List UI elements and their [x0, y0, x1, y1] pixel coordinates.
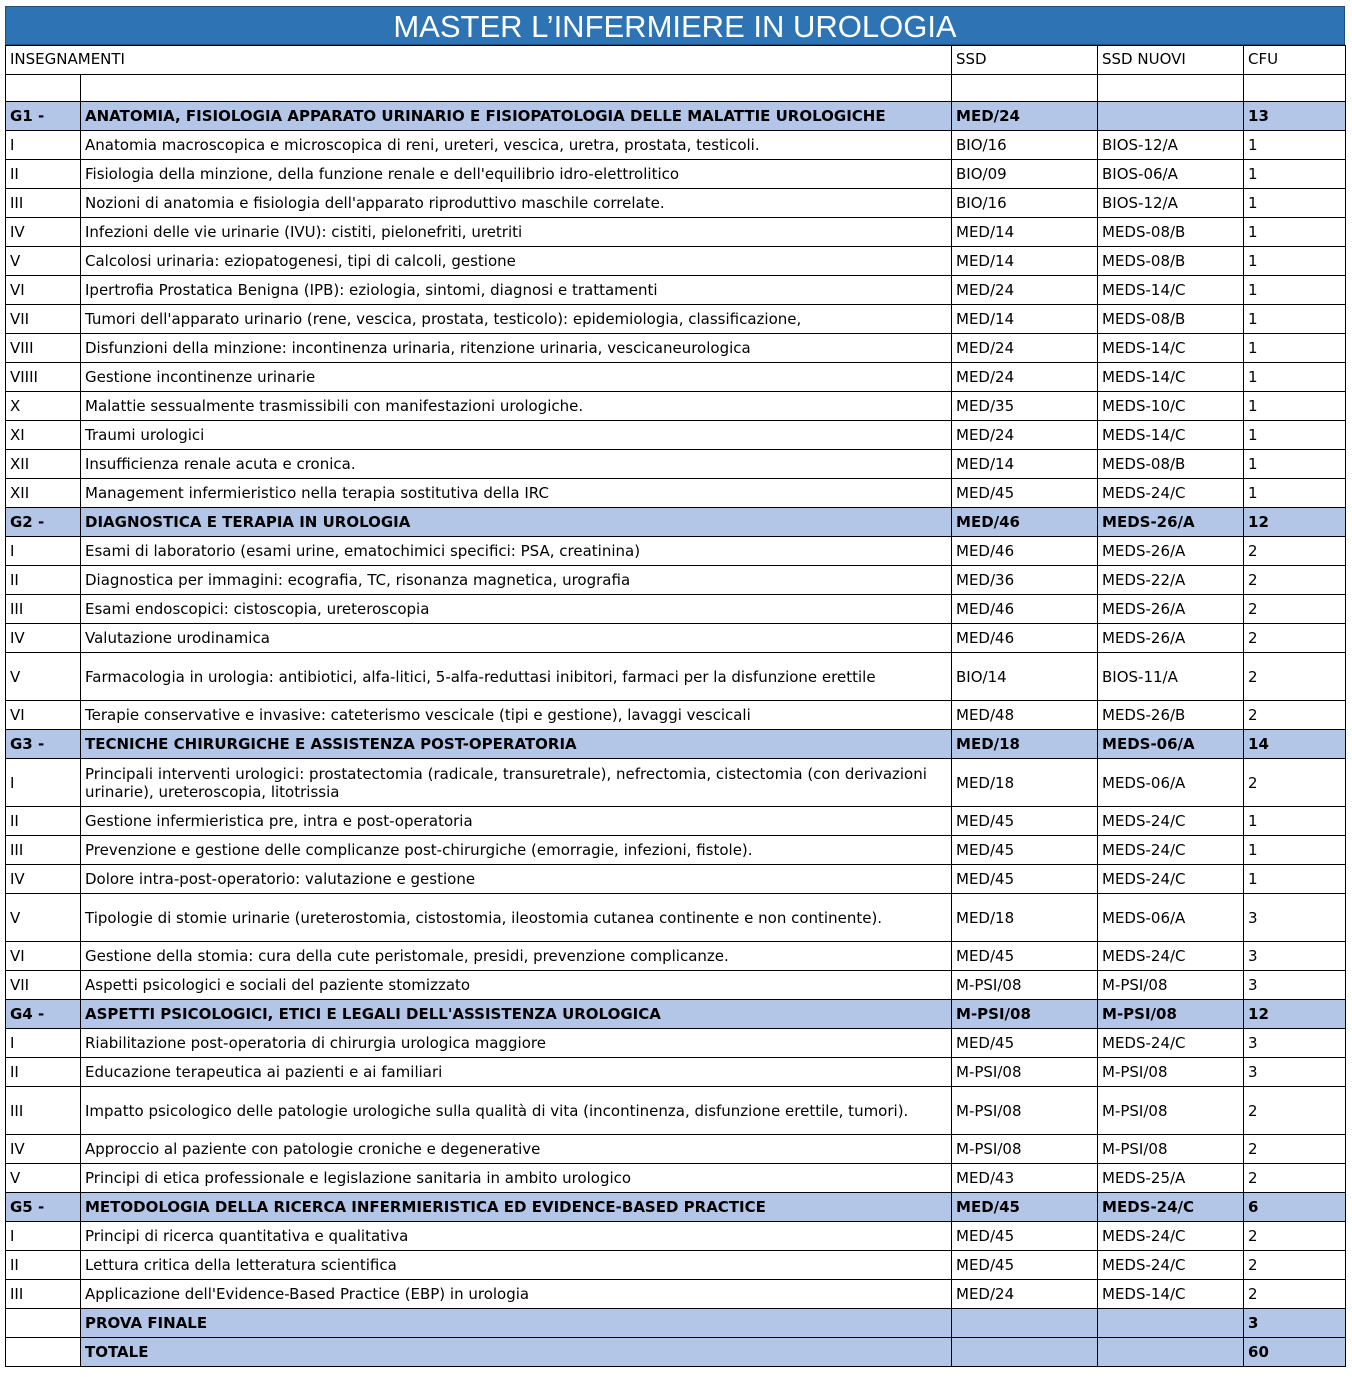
row-number: VIII — [6, 334, 81, 363]
group-cfu: 6 — [1244, 1193, 1346, 1222]
row-number: I — [6, 759, 81, 807]
row-number: II — [6, 160, 81, 189]
course-cfu: 2 — [1244, 1087, 1346, 1135]
table-row — [6, 450, 1346, 479]
course-ssd: BIO/16 — [952, 189, 1098, 218]
group-name: DIAGNOSTICA E TERAPIA IN UROLOGIA — [81, 508, 952, 537]
course-ssd: MED/46 — [952, 537, 1098, 566]
group-row — [6, 1193, 1346, 1222]
course-cfu: 1 — [1244, 305, 1346, 334]
header-row — [6, 46, 1346, 75]
footer-empty — [6, 1309, 81, 1338]
course-name: Riabilitazione post-operatoria di chirurgia urologica maggiore — [81, 1029, 952, 1058]
course-name: Traumi urologici — [81, 421, 952, 450]
table-row — [6, 421, 1346, 450]
table-row — [6, 971, 1346, 1000]
table-row — [6, 894, 1346, 942]
course-cfu: 1 — [1244, 363, 1346, 392]
course-ssd: MED/24 — [952, 334, 1098, 363]
footer-label: TOTALE — [81, 1338, 952, 1367]
table-row — [6, 653, 1346, 701]
course-name: Disfunzioni della minzione: incontinenza urinaria, ritenzione urinaria, vescicaneurologica — [81, 334, 952, 363]
group-code: G3 - — [6, 730, 81, 759]
table-row — [6, 807, 1346, 836]
course-name: Management infermieristico nella terapia sostitutiva della IRC — [81, 479, 952, 508]
table-row — [6, 566, 1346, 595]
curriculum-table — [5, 45, 1346, 1367]
course-cfu: 2 — [1244, 653, 1346, 701]
group-ssd: MED/45 — [952, 1193, 1098, 1222]
course-cfu: 2 — [1244, 595, 1346, 624]
course-ssd: MED/45 — [952, 1222, 1098, 1251]
course-name: Valutazione urodinamica — [81, 624, 952, 653]
course-ssd-new: M-PSI/08 — [1098, 1058, 1244, 1087]
course-ssd: MED/14 — [952, 450, 1098, 479]
footer-label: PROVA FINALE — [81, 1309, 952, 1338]
group-code: G4 - — [6, 1000, 81, 1029]
course-ssd: MED/18 — [952, 894, 1098, 942]
course-ssd: MED/24 — [952, 363, 1098, 392]
group-ssd-new: MEDS-26/A — [1098, 508, 1244, 537]
course-cfu: 1 — [1244, 189, 1346, 218]
course-name: Aspetti psicologici e sociali del paziente stomizzato — [81, 971, 952, 1000]
group-name: TECNICHE CHIRURGICHE E ASSISTENZA POST-OPERATORIA — [81, 730, 952, 759]
table-row — [6, 1280, 1346, 1309]
group-ssd: MED/18 — [952, 730, 1098, 759]
course-ssd-new: MEDS-08/B — [1098, 247, 1244, 276]
course-ssd-new: BIOS-11/A — [1098, 653, 1244, 701]
course-ssd: MED/14 — [952, 305, 1098, 334]
table-row — [6, 1251, 1346, 1280]
course-name: Infezioni delle vie urinarie (IVU): cistiti, pielonefriti, uretriti — [81, 218, 952, 247]
course-cfu: 3 — [1244, 894, 1346, 942]
group-ssd-new: MEDS-06/A — [1098, 730, 1244, 759]
course-ssd-new: MEDS-25/A — [1098, 1164, 1244, 1193]
group-cfu: 12 — [1244, 1000, 1346, 1029]
course-name: Prevenzione e gestione delle complicanze post-chirurgiche (emorragie, infezioni, fistole). — [81, 836, 952, 865]
table-row — [6, 479, 1346, 508]
course-ssd: MED/45 — [952, 865, 1098, 894]
table-row — [6, 865, 1346, 894]
table-row — [6, 334, 1346, 363]
course-ssd: MED/48 — [952, 701, 1098, 730]
group-ssd: M-PSI/08 — [952, 1000, 1098, 1029]
course-ssd-new: MEDS-14/C — [1098, 421, 1244, 450]
course-cfu: 3 — [1244, 942, 1346, 971]
course-ssd-new: MEDS-24/C — [1098, 1251, 1244, 1280]
footer-row — [6, 1309, 1346, 1338]
row-number: III — [6, 189, 81, 218]
course-ssd-new: M-PSI/08 — [1098, 1087, 1244, 1135]
table-row — [6, 1164, 1346, 1193]
course-ssd: M-PSI/08 — [952, 1087, 1098, 1135]
course-cfu: 2 — [1244, 1164, 1346, 1193]
table-body — [6, 46, 1346, 1367]
table-row — [6, 1087, 1346, 1135]
course-ssd-new: MEDS-26/A — [1098, 624, 1244, 653]
course-cfu: 2 — [1244, 1135, 1346, 1164]
row-number: VII — [6, 305, 81, 334]
course-cfu: 2 — [1244, 1251, 1346, 1280]
course-cfu: 3 — [1244, 1058, 1346, 1087]
course-ssd-new: MEDS-14/C — [1098, 334, 1244, 363]
course-name: Ipertrofia Prostatica Benigna (IPB): eziologia, sintomi, diagnosi e trattamenti — [81, 276, 952, 305]
course-ssd: MED/45 — [952, 942, 1098, 971]
footer-row — [6, 1338, 1346, 1367]
group-name: ASPETTI PSICOLOGICI, ETICI E LEGALI DELL'ASSISTENZA UROLOGICA — [81, 1000, 952, 1029]
course-name: Esami endoscopici: cistoscopia, ureteroscopia — [81, 595, 952, 624]
course-name: Gestione infermieristica pre, intra e post-operatoria — [81, 807, 952, 836]
course-ssd-new: MEDS-10/C — [1098, 392, 1244, 421]
table-row — [6, 189, 1346, 218]
group-code: G2 - — [6, 508, 81, 537]
table-row — [6, 595, 1346, 624]
group-row — [6, 102, 1346, 131]
course-ssd: MED/45 — [952, 836, 1098, 865]
course-ssd: MED/43 — [952, 1164, 1098, 1193]
row-number: I — [6, 1029, 81, 1058]
row-number: VI — [6, 276, 81, 305]
course-ssd: MED/46 — [952, 624, 1098, 653]
course-cfu: 1 — [1244, 247, 1346, 276]
row-number: V — [6, 653, 81, 701]
group-row — [6, 508, 1346, 537]
row-number: III — [6, 1280, 81, 1309]
course-ssd-new: M-PSI/08 — [1098, 971, 1244, 1000]
course-ssd: BIO/09 — [952, 160, 1098, 189]
course-name: Impatto psicologico delle patologie urologiche sulla qualità di vita (incontinenza, disfunzione erettile, tumori). — [81, 1087, 952, 1135]
group-ssd: MED/24 — [952, 102, 1098, 131]
course-name: Principali interventi urologici: prostatectomia (radicale, transuretrale), nefrectomia, cistectomia (con derivazioni urinarie), ureteroscopia, litotrissia — [81, 759, 952, 807]
course-ssd: MED/14 — [952, 247, 1098, 276]
page — [5, 6, 1345, 1367]
row-number: VI — [6, 701, 81, 730]
course-cfu: 1 — [1244, 450, 1346, 479]
table-row — [6, 305, 1346, 334]
course-name: Tumori dell'apparato urinario (rene, vescica, prostata, testicolo): epidemiologia, classificazione, — [81, 305, 952, 334]
table-row — [6, 247, 1346, 276]
course-ssd-new: BIOS-06/A — [1098, 160, 1244, 189]
course-ssd-new: MEDS-26/B — [1098, 701, 1244, 730]
spacer-cell — [1098, 75, 1244, 102]
row-number: V — [6, 1164, 81, 1193]
spacer-cell — [81, 75, 952, 102]
row-number: II — [6, 807, 81, 836]
table-row — [6, 537, 1346, 566]
row-number: X — [6, 392, 81, 421]
group-ssd: MED/46 — [952, 508, 1098, 537]
table-row — [6, 836, 1346, 865]
row-number: IV — [6, 1135, 81, 1164]
table-row — [6, 1222, 1346, 1251]
course-ssd-new: BIOS-12/A — [1098, 189, 1244, 218]
header-ssd: SSD — [952, 46, 1098, 75]
footer-cfu: 3 — [1244, 1309, 1346, 1338]
course-ssd: M-PSI/08 — [952, 1058, 1098, 1087]
footer-empty — [952, 1309, 1098, 1338]
row-number: VII — [6, 971, 81, 1000]
table-row — [6, 392, 1346, 421]
course-ssd: MED/45 — [952, 1251, 1098, 1280]
group-name: METODOLOGIA DELLA RICERCA INFERMIERISTICA ED EVIDENCE-BASED PRACTICE — [81, 1193, 952, 1222]
course-ssd-new: MEDS-26/A — [1098, 595, 1244, 624]
course-ssd-new: MEDS-24/C — [1098, 865, 1244, 894]
course-name: Malattie sessualmente trasmissibili con manifestazioni urologiche. — [81, 392, 952, 421]
row-number: XII — [6, 450, 81, 479]
footer-empty — [6, 1338, 81, 1367]
course-name: Principi di ricerca quantitativa e qualitativa — [81, 1222, 952, 1251]
spacer-cell — [6, 75, 81, 102]
course-name: Lettura critica della letteratura scientifica — [81, 1251, 952, 1280]
course-name: Applicazione dell'Evidence-Based Practice (EBP) in urologia — [81, 1280, 952, 1309]
table-row — [6, 1135, 1346, 1164]
course-name: Esami di laboratorio (esami urine, ematochimici specifici: PSA, creatinina) — [81, 537, 952, 566]
course-name: Approccio al paziente con patologie croniche e degenerative — [81, 1135, 952, 1164]
course-cfu: 1 — [1244, 865, 1346, 894]
row-number: VIIII — [6, 363, 81, 392]
course-ssd: M-PSI/08 — [952, 1135, 1098, 1164]
row-number: III — [6, 1087, 81, 1135]
course-ssd: MED/46 — [952, 595, 1098, 624]
group-code: G5 - — [6, 1193, 81, 1222]
course-cfu: 1 — [1244, 160, 1346, 189]
course-name: Nozioni di anatomia e fisiologia dell'apparato riproduttivo maschile correlate. — [81, 189, 952, 218]
row-number: I — [6, 1222, 81, 1251]
page-title: MASTER L’INFERMIERE IN UROLOGIA — [5, 6, 1345, 45]
header-ssd-nuovi: SSD NUOVI — [1098, 46, 1244, 75]
course-cfu: 2 — [1244, 1280, 1346, 1309]
course-ssd: MED/24 — [952, 276, 1098, 305]
course-cfu: 1 — [1244, 479, 1346, 508]
course-name: Farmacologia in urologia: antibiotici, alfa-litici, 5-alfa-reduttasi inibitori, farmaci per la disfunzione erettile — [81, 653, 952, 701]
course-cfu: 3 — [1244, 1029, 1346, 1058]
course-ssd: MED/24 — [952, 1280, 1098, 1309]
course-ssd-new: MEDS-08/B — [1098, 218, 1244, 247]
course-name: Principi di etica professionale e legislazione sanitaria in ambito urologico — [81, 1164, 952, 1193]
group-cfu: 14 — [1244, 730, 1346, 759]
course-ssd-new: MEDS-14/C — [1098, 276, 1244, 305]
course-ssd-new: MEDS-14/C — [1098, 1280, 1244, 1309]
course-ssd: MED/24 — [952, 421, 1098, 450]
spacer-cell — [1244, 75, 1346, 102]
course-ssd: MED/45 — [952, 1029, 1098, 1058]
course-name: Terapie conservative e invasive: cateterismo vescicale (tipi e gestione), lavaggi vescicali — [81, 701, 952, 730]
course-cfu: 3 — [1244, 971, 1346, 1000]
footer-empty — [1098, 1309, 1244, 1338]
row-number: IV — [6, 865, 81, 894]
course-cfu: 1 — [1244, 334, 1346, 363]
course-cfu: 1 — [1244, 807, 1346, 836]
row-number: III — [6, 595, 81, 624]
group-row — [6, 1000, 1346, 1029]
course-cfu: 1 — [1244, 276, 1346, 305]
course-ssd: MED/35 — [952, 392, 1098, 421]
course-name: Dolore intra-post-operatorio: valutazione e gestione — [81, 865, 952, 894]
table-row — [6, 131, 1346, 160]
group-row — [6, 730, 1346, 759]
group-ssd-new — [1098, 102, 1244, 131]
course-cfu: 1 — [1244, 218, 1346, 247]
course-name: Anatomia macroscopica e microscopica di reni, ureteri, vescica, uretra, prostata, testicoli. — [81, 131, 952, 160]
course-ssd-new: MEDS-26/A — [1098, 537, 1244, 566]
spacer-cell — [952, 75, 1098, 102]
header-insegnamenti: INSEGNAMENTI — [6, 46, 952, 75]
group-ssd-new: M-PSI/08 — [1098, 1000, 1244, 1029]
row-number: XI — [6, 421, 81, 450]
group-code: G1 - — [6, 102, 81, 131]
course-name: Calcolosi urinaria: eziopatogenesi, tipi di calcoli, gestione — [81, 247, 952, 276]
course-name: Gestione della stomia: cura della cute peristomale, presidi, prevenzione complicanze. — [81, 942, 952, 971]
row-number: IV — [6, 218, 81, 247]
table-row — [6, 759, 1346, 807]
course-name: Tipologie di stomie urinarie (ureterostomia, cistostomia, ileostomia cutanea continente e non continente). — [81, 894, 952, 942]
row-number: II — [6, 1251, 81, 1280]
group-ssd-new: MEDS-24/C — [1098, 1193, 1244, 1222]
table-row — [6, 276, 1346, 305]
course-ssd: BIO/16 — [952, 131, 1098, 160]
course-cfu: 1 — [1244, 131, 1346, 160]
course-ssd-new: MEDS-08/B — [1098, 305, 1244, 334]
course-ssd-new: BIOS-12/A — [1098, 131, 1244, 160]
course-ssd: MED/14 — [952, 218, 1098, 247]
table-row — [6, 624, 1346, 653]
group-name: ANATOMIA, FISIOLOGIA APPARATO URINARIO E FISIOPATOLOGIA DELLE MALATTIE UROLOGICHE — [81, 102, 952, 131]
course-ssd-new: MEDS-24/C — [1098, 942, 1244, 971]
footer-cfu: 60 — [1244, 1338, 1346, 1367]
table-row — [6, 1029, 1346, 1058]
row-number: I — [6, 537, 81, 566]
table-row — [6, 942, 1346, 971]
course-ssd-new: MEDS-08/B — [1098, 450, 1244, 479]
footer-empty — [952, 1338, 1098, 1367]
course-ssd-new: MEDS-24/C — [1098, 1222, 1244, 1251]
table-row — [6, 363, 1346, 392]
course-ssd-new: MEDS-14/C — [1098, 363, 1244, 392]
course-ssd: MED/18 — [952, 759, 1098, 807]
course-ssd-new: M-PSI/08 — [1098, 1135, 1244, 1164]
table-row — [6, 701, 1346, 730]
row-number: V — [6, 894, 81, 942]
course-ssd-new: MEDS-24/C — [1098, 1029, 1244, 1058]
header-cfu: CFU — [1244, 46, 1346, 75]
course-ssd-new: MEDS-06/A — [1098, 894, 1244, 942]
course-cfu: 1 — [1244, 421, 1346, 450]
table-row — [6, 1058, 1346, 1087]
course-name: Insufficienza renale acuta e cronica. — [81, 450, 952, 479]
course-ssd: MED/45 — [952, 479, 1098, 508]
group-cfu: 13 — [1244, 102, 1346, 131]
footer-empty — [1098, 1338, 1244, 1367]
course-cfu: 2 — [1244, 624, 1346, 653]
course-name: Fisiologia della minzione, della funzione renale e dell'equilibrio idro-elettrolitico — [81, 160, 952, 189]
row-number: IV — [6, 624, 81, 653]
course-ssd-new: MEDS-24/C — [1098, 479, 1244, 508]
course-cfu: 2 — [1244, 701, 1346, 730]
row-number: II — [6, 566, 81, 595]
course-cfu: 2 — [1244, 566, 1346, 595]
course-ssd-new: MEDS-06/A — [1098, 759, 1244, 807]
group-cfu: 12 — [1244, 508, 1346, 537]
row-number: XII — [6, 479, 81, 508]
spacer-row — [6, 75, 1346, 102]
table-row — [6, 160, 1346, 189]
course-ssd: M-PSI/08 — [952, 971, 1098, 1000]
course-ssd: BIO/14 — [952, 653, 1098, 701]
course-ssd: MED/36 — [952, 566, 1098, 595]
course-ssd-new: MEDS-24/C — [1098, 807, 1244, 836]
row-number: III — [6, 836, 81, 865]
course-cfu: 2 — [1244, 1222, 1346, 1251]
row-number: V — [6, 247, 81, 276]
course-name: Gestione incontinenze urinarie — [81, 363, 952, 392]
course-cfu: 2 — [1244, 537, 1346, 566]
course-ssd-new: MEDS-22/A — [1098, 566, 1244, 595]
course-cfu: 1 — [1244, 392, 1346, 421]
row-number: VI — [6, 942, 81, 971]
course-cfu: 1 — [1244, 836, 1346, 865]
course-name: Diagnostica per immagini: ecografia, TC, risonanza magnetica, urografia — [81, 566, 952, 595]
row-number: II — [6, 1058, 81, 1087]
course-name: Educazione terapeutica ai pazienti e ai familiari — [81, 1058, 952, 1087]
row-number: I — [6, 131, 81, 160]
table-row — [6, 218, 1346, 247]
course-ssd: MED/45 — [952, 807, 1098, 836]
course-ssd-new: MEDS-24/C — [1098, 836, 1244, 865]
course-cfu: 2 — [1244, 759, 1346, 807]
